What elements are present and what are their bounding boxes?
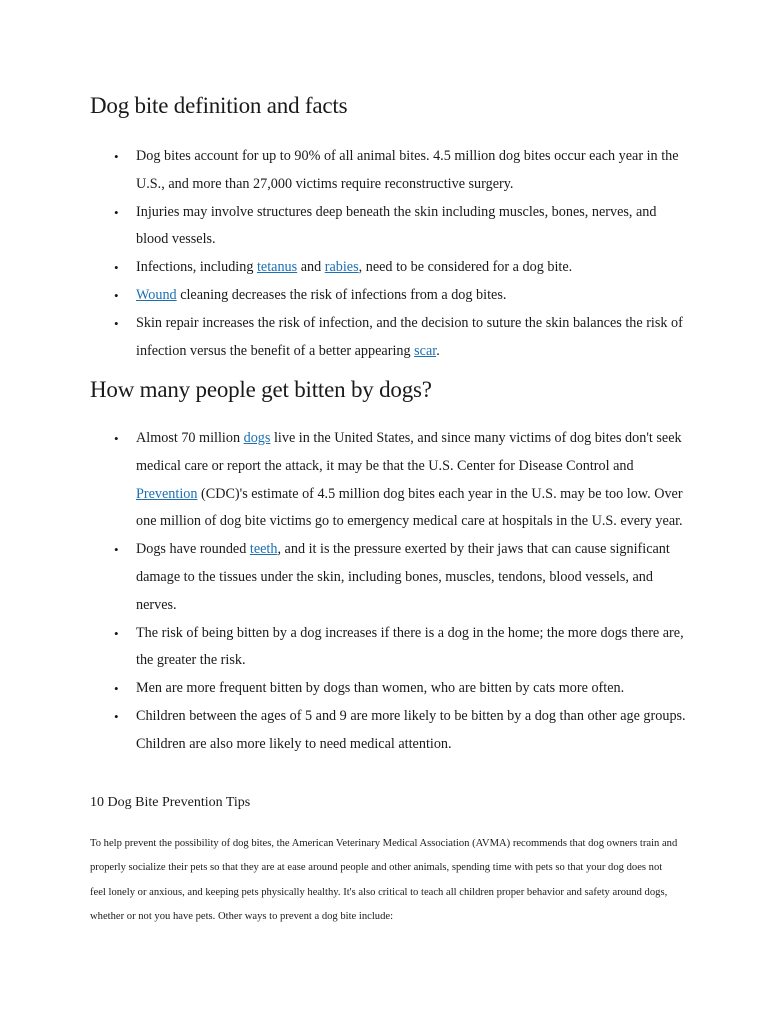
statistics-list	[112, 425, 688, 759]
list-item-text: Almost 70 million	[136, 430, 244, 446]
prevention-tips-subheading: 10 Dog Bite Prevention Tips	[90, 795, 251, 810]
section-heading-definition: Dog bite definition and facts	[90, 93, 348, 118]
list-item-text: Infections, including	[136, 259, 257, 276]
list-item	[112, 254, 688, 282]
list-item-text: Men are more frequent bitten by dogs than women, who are bitten by cats more often.	[136, 680, 625, 697]
list-item-text: Children between the ages of 5 and 9 are more likely to be bitten by a dog than other age groups. Children are also more likely to need medical attention.	[136, 707, 686, 752]
list-item-text: cleaning decreases the risk of infections from a dog bites.	[176, 286, 507, 303]
list-item-text: The risk of being bitten by a dog increases if there is a dog in the home; the more dogs there are, the greater the risk.	[136, 624, 684, 669]
list-item-text: and	[297, 259, 325, 276]
list-item	[112, 536, 688, 619]
list-item-text: live in the United States, and since many victims of dog bites don't seek medical care or report the attack, it may be that the U.S. Center for Disease Control and	[136, 430, 682, 474]
list-item-text: , and it is the pressure exerted by their jaws that can cause significant damage to the tissues under the skin, including bones, muscles, tendons, blood vessels, and nerves.	[136, 541, 670, 613]
link-tetanus[interactable]: tetanus	[256, 259, 298, 276]
list-item	[112, 143, 688, 199]
link-scar[interactable]: scar	[414, 342, 437, 359]
list-item	[112, 425, 688, 536]
list-item-text: (CDC)'s estimate of 4.5 million dog bites each year in the U.S. may be too low. Over one million of dog bite victims go to emergency medical care at hospitals in the U.S. every year.	[136, 485, 683, 530]
link-teeth[interactable]: teeth	[249, 541, 278, 558]
facts-list	[112, 143, 688, 365]
list-item-text: Dog bites account for up to 90% of all animal bites. 4.5 million dog bites occur each year in the U.S., and more than 27,000 victims require reconstructive surgery.	[136, 148, 679, 192]
list-item	[112, 703, 688, 759]
list-item	[112, 675, 688, 703]
section-heading-how-many: How many people get bitten by dogs?	[90, 377, 432, 402]
list-item	[112, 199, 688, 255]
link-wound[interactable]: Wound	[136, 286, 177, 303]
list-item-text: Skin repair increases the risk of infection, and the decision to suture the skin balances the risk of infection versus the benefit of a better appearing	[136, 314, 683, 359]
list-item-text: Dogs have rounded	[136, 541, 250, 558]
list-item	[112, 620, 688, 676]
list-item	[112, 310, 688, 366]
prevention-paragraph: To help prevent the possibility of dog bites, the American Veterinary Medical Association (AVMA) recommends that dog owners train and properly socialize their pets so that they are at ease around people and other animals, spending time with pets so that your dog does not feel lonely or anxious, and keeping pets physically healthy. It's also critical to teach all children proper behavior and safety around dogs, whether or not you have pets. Other ways to prevent a dog bite include:	[90, 838, 678, 923]
link-rabies[interactable]: rabies	[324, 259, 359, 276]
list-item-text: .	[436, 342, 440, 359]
list-item-text: , need to be considered for a dog bite.	[358, 259, 573, 276]
link-prevention[interactable]: Prevention	[136, 485, 198, 502]
list-item	[112, 282, 688, 310]
list-item-text: Injuries may involve structures deep beneath the skin including muscles, bones, nerves, and blood vessels.	[136, 203, 657, 248]
link-dogs[interactable]: dogs	[243, 430, 271, 446]
